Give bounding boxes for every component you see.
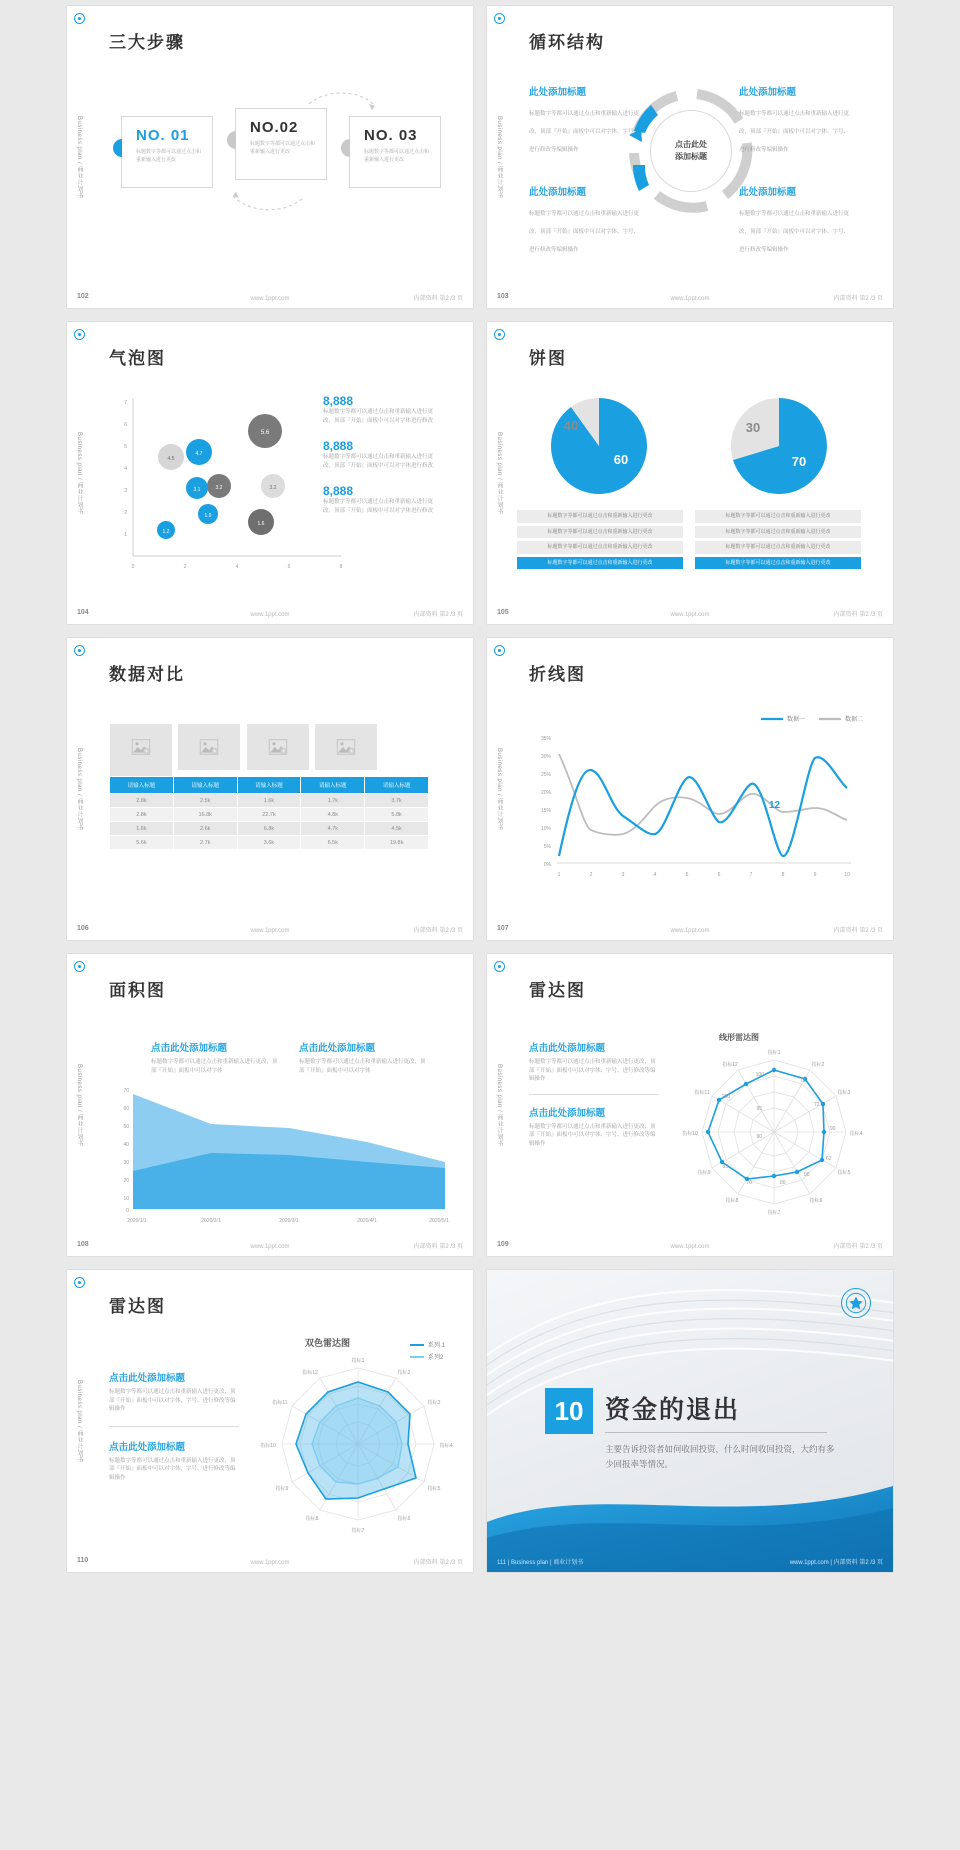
svg-text:8: 8 (339, 564, 343, 570)
svg-text:30: 30 (745, 420, 761, 435)
side-label: Business plan / 商业计划书 (496, 748, 502, 831)
image-placeholder[interactable] (110, 724, 172, 770)
step-desc: 标题数字等都可以通过点击和重新输入进行更改 (136, 149, 202, 163)
svg-text:30%: 30% (540, 754, 551, 760)
svg-text:10%: 10% (540, 826, 551, 832)
image-placeholder[interactable] (247, 724, 309, 770)
svg-text:3.1: 3.1 (193, 487, 201, 493)
footer-right: 内部资料 第2 /3 页 (833, 296, 883, 302)
cell: 6.5k (301, 836, 365, 850)
side-label: Business plan / 商业计划书 (76, 748, 82, 831)
footer-url: www.1ppt.com (250, 1244, 290, 1250)
svg-text:2020/4/1: 2020/4/1 (357, 1218, 377, 1224)
svg-text:75: 75 (800, 1078, 806, 1084)
svg-text:2: 2 (183, 564, 187, 570)
area-text-1 (151, 1040, 281, 1075)
step-card-2[interactable] (235, 108, 327, 180)
cycle-center-line2: 添加标题 (675, 152, 707, 161)
cover-title: 资金的退出 (605, 1396, 741, 1424)
footer-url: www.1ppt.com (670, 1244, 710, 1250)
svg-text:指标1: 指标1 (351, 1358, 365, 1364)
cell: 1.6k (110, 822, 174, 836)
svg-text:指标3: 指标3 (427, 1400, 441, 1406)
legend-entry-2[interactable] (819, 714, 863, 723)
svg-text:指标7: 指标7 (351, 1528, 365, 1534)
legend-item[interactable]: 标题数字等都可以通过点击和重新输入进行更改 (695, 541, 861, 554)
legend-swatch-icon (761, 716, 783, 722)
block-body: 标题数字等都可以通过点击和重新输入进行更改，顶部『开始』面板中可以对字体、字号、进行修改等编辑操作 (739, 211, 850, 253)
table-row (110, 836, 429, 850)
legend-label: 数据二 (844, 717, 863, 723)
footer-right: www.1ppt.com | 内部资料 第2 /3 页 (789, 1560, 883, 1566)
svg-text:5: 5 (124, 444, 127, 450)
block-body: 标题数字等都可以通过点击和重新输入进行更改，顶部『开始』面板中可以对字体 (151, 1059, 278, 1074)
svg-text:0: 0 (126, 1208, 129, 1214)
footer-right: 内部资料 第2 /3 页 (413, 928, 463, 934)
cycle-center-label[interactable] (650, 110, 732, 192)
pie-right (699, 392, 859, 502)
cycle-center-line1: 点击此处 (675, 140, 707, 149)
page-title: 三大步骤 (109, 33, 185, 52)
legend-entry-1[interactable] (761, 714, 805, 723)
corner-dot-icon (74, 13, 85, 24)
slide-103 (487, 6, 893, 308)
page-title: 雷达图 (109, 1297, 166, 1316)
svg-text:3: 3 (124, 488, 127, 494)
svg-text:2020/1/1: 2020/1/1 (127, 1218, 147, 1224)
page-number: 106 (77, 925, 89, 932)
footer-right: 内部资料 第2 /3 页 (413, 1560, 463, 1566)
page-title: 数据对比 (109, 665, 185, 684)
column-header: 请输入标题 (237, 777, 301, 794)
svg-text:72: 72 (814, 1102, 820, 1108)
footer-right: 内部资料 第2 /3 页 (413, 296, 463, 302)
bubble-stats (323, 394, 443, 515)
svg-text:指标8: 指标8 (725, 1198, 739, 1204)
cell: 16.8k (173, 808, 237, 822)
radar-chart-title: 线形雷达图 (719, 1033, 759, 1042)
svg-text:6: 6 (124, 422, 127, 428)
svg-text:指标5: 指标5 (427, 1486, 441, 1492)
corner-dot-icon (494, 961, 505, 972)
side-label: Business plan / 商业计划书 (496, 432, 502, 515)
block-body: 标题数字等都可以通过点击和重新输入进行更改，顶部『开始』面板中可以对字体、字号、进行修改等编辑操作 (109, 1457, 236, 1481)
corner-dot-icon (74, 961, 85, 972)
corner-dot-icon (74, 1277, 85, 1288)
svg-text:6: 6 (717, 872, 721, 878)
table-row (110, 822, 429, 836)
column-header: 请输入标题 (173, 777, 237, 794)
page-title: 面积图 (109, 981, 166, 1000)
svg-text:0%: 0% (543, 862, 551, 868)
slide-111 (487, 1270, 893, 1572)
svg-text:25%: 25% (540, 772, 551, 778)
slide-footer (487, 1557, 893, 1566)
cell: 3.6k (237, 836, 301, 850)
svg-text:4: 4 (235, 564, 239, 570)
svg-text:90: 90 (756, 1134, 762, 1140)
svg-text:10: 10 (123, 1196, 129, 1202)
page-number: 110 (77, 1557, 89, 1564)
page-title: 气泡图 (109, 349, 166, 368)
page-number: 103 (497, 293, 509, 300)
svg-text:2: 2 (589, 872, 593, 878)
cycle-text-bottom-left (529, 184, 641, 256)
svg-text:70: 70 (791, 454, 807, 469)
block-heading: 此处添加标题 (739, 187, 797, 198)
svg-text:4: 4 (124, 466, 127, 472)
side-label: Business plan / 商业计划书 (76, 116, 82, 199)
stat-desc: 标题数字等都可以通过点击和重新输入进行更改，顶部『开始』面板中可以对字体进行修改 (323, 409, 434, 424)
corner-dot-icon (74, 645, 85, 656)
svg-text:1: 1 (557, 872, 561, 878)
line-series-1 (559, 757, 847, 856)
step-desc: 标题数字等都可以通过点击和重新输入进行更改 (364, 149, 430, 163)
line-chart (525, 730, 865, 900)
pie-left-legend (517, 510, 683, 572)
stat-value: 8,888 (323, 394, 354, 408)
cell: 1.6k (237, 794, 301, 808)
page-title: 循环结构 (529, 33, 605, 52)
legend-item[interactable]: 标题数字等都可以通过点击和重新输入进行更改 (517, 510, 683, 523)
slide-102 (67, 6, 473, 308)
page-number: 102 (77, 293, 89, 300)
svg-text:1.6: 1.6 (257, 521, 265, 527)
column-header: 请输入标题 (365, 777, 429, 794)
step-desc: 标题数字等都可以通过点击和重新输入进行更改 (250, 141, 316, 155)
svg-text:7: 7 (749, 872, 753, 878)
svg-text:2: 2 (124, 510, 127, 516)
svg-text:5: 5 (685, 872, 689, 878)
cell: 2.6k (173, 822, 237, 836)
cell: 22.7k (237, 808, 301, 822)
legend-label: 数据一 (786, 717, 805, 723)
svg-text:3.2: 3.2 (269, 485, 277, 491)
svg-text:指标4: 指标4 (849, 1131, 863, 1137)
svg-text:40: 40 (563, 418, 579, 433)
side-label: Business plan / 商业计划书 (76, 1064, 82, 1147)
svg-text:60: 60 (613, 452, 629, 467)
svg-text:62: 62 (826, 1156, 832, 1162)
svg-text:10: 10 (844, 872, 850, 878)
svg-text:指标2: 指标2 (811, 1062, 825, 1068)
legend-item[interactable]: 标题数字等都可以通过点击和重新输入进行更改 (695, 526, 861, 539)
column-header: 请输入标题 (110, 777, 174, 794)
block-body: 标题数字等都可以通过点击和重新输入进行更改，顶部『开始』面板中可以对字体、字号、进行修改等编辑操作 (529, 1059, 656, 1083)
corner-dot-icon (494, 329, 505, 340)
cell: 5.8k (365, 808, 429, 822)
block-heading: 点击此处添加标题 (529, 1043, 606, 1054)
svg-text:50: 50 (123, 1124, 129, 1130)
footer-url: www.1ppt.com (250, 612, 290, 618)
svg-text:指标12: 指标12 (302, 1370, 318, 1376)
svg-text:指标10: 指标10 (682, 1131, 698, 1137)
data-comparison-table (109, 776, 429, 850)
side-label: Business plan / 商业计划书 (76, 432, 82, 515)
svg-text:指标6: 指标6 (397, 1516, 411, 1522)
cell: 4.8k (301, 808, 365, 822)
footer-url: www.1ppt.com (670, 296, 710, 302)
footer-left: 111 | Business plan | 商业计划书 (497, 1560, 584, 1566)
svg-text:90: 90 (804, 1172, 810, 1178)
cell: 2.8k (110, 794, 174, 808)
table-row (110, 808, 429, 822)
svg-text:5%: 5% (543, 844, 551, 850)
svg-text:6: 6 (287, 564, 291, 570)
stat-desc: 标题数字等都可以通过点击和重新输入进行更改，顶部『开始』面板中可以对字体进行修改 (323, 454, 434, 469)
slide-109 (487, 954, 893, 1256)
svg-text:指标9: 指标9 (697, 1170, 711, 1176)
divider (109, 1426, 239, 1427)
steps-group (113, 98, 433, 208)
step-card-1[interactable] (121, 116, 213, 188)
legend-item[interactable]: 标题数字等都可以通过点击和重新输入进行更改 (695, 510, 861, 523)
legend-item[interactable]: 标题数字等都可以通过点击和重新输入进行更改 (517, 526, 683, 539)
svg-text:9: 9 (813, 872, 817, 878)
radar-text-1 (529, 1040, 659, 1148)
line-chart-legend (761, 714, 863, 723)
svg-text:80: 80 (780, 1180, 786, 1186)
block-body: 标题数字等都可以通过点击和重新输入进行更改，顶部『开始』面板中可以对字体、字号、进行修改等编辑操作 (739, 111, 850, 153)
page-number: 109 (497, 1241, 509, 1248)
footer-right: 内部资料 第2 /3 页 (413, 1244, 463, 1250)
svg-text:指标11: 指标11 (272, 1400, 288, 1406)
slide-105 (487, 322, 893, 624)
svg-text:3.2: 3.2 (215, 485, 223, 491)
svg-text:90: 90 (830, 1126, 836, 1132)
table-row (110, 794, 429, 808)
svg-text:指标7: 指标7 (767, 1210, 781, 1216)
stat-item-2 (323, 439, 443, 470)
pie-left (519, 392, 679, 502)
cell: 4.7k (301, 822, 365, 836)
svg-text:5.6: 5.6 (260, 430, 270, 436)
block-heading: 此处添加标题 (529, 187, 587, 198)
svg-text:指标11: 指标11 (694, 1090, 710, 1096)
svg-text:指标2: 指标2 (397, 1370, 411, 1376)
footer-right: 内部资料 第2 /3 页 (413, 612, 463, 618)
footer-right: 内部资料 第2 /3 页 (833, 928, 883, 934)
footer-right: 内部资料 第2 /3 页 (833, 612, 883, 618)
section-number: 10 (545, 1388, 593, 1434)
radar-line-chart (679, 1046, 869, 1226)
block-heading: 点击此处添加标题 (529, 1107, 606, 1119)
radar-dual-chart (253, 1352, 463, 1542)
cell: 5.6k (110, 836, 174, 850)
column-header: 请输入标题 (301, 777, 365, 794)
svg-text:4.7: 4.7 (195, 451, 203, 457)
page-number: 105 (497, 609, 509, 616)
radar-series-1 (708, 1070, 824, 1179)
svg-text:2020/5/1: 2020/5/1 (429, 1218, 449, 1224)
slide-106 (67, 638, 473, 940)
svg-text:30: 30 (123, 1160, 129, 1166)
svg-text:35%: 35% (540, 736, 551, 742)
line-annotation: 12 (769, 800, 781, 811)
footer-url: www.1ppt.com (670, 612, 710, 618)
step-card-3[interactable] (349, 116, 441, 188)
side-label: Business plan / 商业计划书 (76, 1380, 82, 1463)
block-heading: 点击此处添加标题 (299, 1043, 376, 1054)
legend-item-selected[interactable]: 标题数字等都可以通过点击和重新输入进行更改 (695, 557, 861, 570)
svg-text:20%: 20% (540, 790, 551, 796)
block-body: 标题数字等都可以通过点击和重新输入进行更改，顶部『开始』面板中可以对字体、字号、进行修改等编辑操作 (529, 211, 640, 253)
cycle-text-top-right (739, 84, 851, 156)
stat-desc: 标题数字等都可以通过点击和重新输入进行更改，顶部『开始』面板中可以对字体进行修改 (323, 499, 434, 514)
footer-url: www.1ppt.com (250, 928, 290, 934)
block-body: 标题数字等都可以通过点击和重新输入进行更改，顶部『开始』面板中可以对字体 (299, 1059, 426, 1074)
cycle-text-top-left (529, 84, 641, 156)
corner-dot-icon (494, 645, 505, 656)
svg-text:指标5: 指标5 (837, 1170, 851, 1176)
svg-text:指标8: 指标8 (305, 1516, 319, 1522)
side-label: Business plan / 商业计划书 (496, 1064, 502, 1147)
svg-text:指标1: 指标1 (767, 1050, 781, 1056)
radar-text-1 (109, 1370, 239, 1482)
stat-value: 8,888 (323, 484, 354, 499)
legend-item-selected[interactable]: 标题数字等都可以通过点击和重新输入进行更改 (517, 557, 683, 570)
step-number: NO.02 (250, 119, 299, 136)
legend-entry-1[interactable] (410, 1340, 445, 1349)
cell: 19.8k (365, 836, 429, 850)
legend-item[interactable]: 标题数字等都可以通过点击和重新输入进行更改 (517, 541, 683, 554)
footer-url: www.1ppt.com (250, 1560, 290, 1566)
page-number: 108 (77, 1241, 89, 1248)
svg-text:指标6: 指标6 (809, 1198, 823, 1204)
divider (529, 1094, 659, 1095)
cell: 6.8k (237, 822, 301, 836)
svg-text:指标3: 指标3 (837, 1090, 851, 1096)
svg-text:指标9: 指标9 (275, 1486, 289, 1492)
divider (605, 1432, 827, 1433)
svg-text:7: 7 (124, 400, 127, 406)
block-heading: 此处添加标题 (739, 87, 797, 98)
block-heading: 点击此处添加标题 (109, 1441, 186, 1453)
footer-right: 内部资料 第2 /3 页 (833, 1244, 883, 1250)
svg-text:1.2: 1.2 (162, 529, 170, 535)
slide-104 (67, 322, 473, 624)
image-placeholder[interactable] (178, 724, 240, 770)
block-body: 标题数字等都可以通过点击和重新输入进行更改，顶部『开始』面板中可以对字体、字号、进行修改等编辑操作 (529, 111, 640, 153)
image-placeholder[interactable] (315, 724, 377, 770)
page-number: 107 (497, 925, 509, 932)
legend-swatch-icon (410, 1342, 424, 1348)
cell: 4.5k (365, 822, 429, 836)
svg-text:1: 1 (124, 532, 127, 538)
block-heading: 点击此处添加标题 (151, 1043, 228, 1054)
step-number: NO. 01 (136, 127, 190, 144)
block-heading: 点击此处添加标题 (109, 1373, 186, 1384)
svg-text:4.5: 4.5 (167, 456, 175, 462)
page-title: 折线图 (529, 665, 586, 684)
block-heading: 此处添加标题 (529, 87, 587, 98)
svg-text:指标10: 指标10 (260, 1443, 276, 1449)
svg-text:3: 3 (621, 872, 625, 878)
cell: 2.8k (110, 808, 174, 822)
logo-seal-icon (841, 1288, 871, 1318)
svg-text:指标4: 指标4 (439, 1443, 453, 1449)
slide-grid (0, 6, 960, 1572)
cell: 3.7k (365, 794, 429, 808)
page-title: 雷达图 (529, 981, 586, 1000)
svg-text:2020/2/1: 2020/2/1 (201, 1218, 221, 1224)
page-number: 104 (77, 609, 89, 616)
corner-dot-icon (494, 13, 505, 24)
svg-text:100: 100 (721, 1094, 730, 1100)
area-text-2 (299, 1040, 429, 1075)
side-label: Business plan / 商业计划书 (496, 116, 502, 199)
svg-text:70: 70 (123, 1088, 129, 1094)
cell: 2.5k (173, 794, 237, 808)
svg-text:0: 0 (131, 564, 135, 570)
svg-text:指标12: 指标12 (722, 1062, 738, 1068)
slide-107 (487, 638, 893, 940)
footer-url: www.1ppt.com (250, 296, 290, 302)
block-body: 标题数字等都可以通过点击和重新输入进行更改，顶部『开始』面板中可以对字体、字号、进行修改等编辑操作 (109, 1389, 236, 1413)
table-header-row (110, 777, 429, 794)
svg-text:60: 60 (123, 1106, 129, 1112)
svg-text:40: 40 (123, 1142, 129, 1148)
slide-110 (67, 1270, 473, 1572)
svg-text:8: 8 (781, 872, 785, 878)
svg-text:15%: 15% (540, 808, 551, 814)
svg-text:100: 100 (755, 1072, 764, 1078)
cell: 2.7k (173, 836, 237, 850)
legend-label: 系列2 (427, 1355, 444, 1361)
svg-text:95: 95 (756, 1106, 762, 1112)
svg-text:70: 70 (746, 1180, 752, 1186)
stat-item-3 (323, 484, 443, 515)
svg-text:2020/3/1: 2020/3/1 (279, 1218, 299, 1224)
svg-text:20: 20 (123, 1178, 129, 1184)
step-number: NO. 03 (364, 127, 418, 144)
area-chart (103, 1080, 455, 1236)
svg-text:4: 4 (653, 872, 657, 878)
corner-dot-icon (74, 329, 85, 340)
stat-item-1 (323, 394, 443, 425)
cell: 1.7k (301, 794, 365, 808)
bubble-series (157, 414, 285, 539)
footer-url: www.1ppt.com (670, 928, 710, 934)
legend-label: 系列 1 (427, 1343, 445, 1349)
svg-text:1.9: 1.9 (204, 513, 212, 519)
page-title: 饼图 (529, 349, 567, 368)
block-body: 标题数字等都可以通过点击和重新输入进行更改，顶部『开始』面板中可以对字体、字号、进行修改等编辑操作 (529, 1123, 656, 1147)
svg-text:83: 83 (722, 1164, 728, 1170)
radar-chart-title: 双色雷达图 (305, 1338, 351, 1348)
legend-swatch-icon (819, 716, 841, 722)
cover-description: 主要告诉投资者如何收回投资，什么时间收回投资，大约有多少回报率等情况。 (605, 1444, 835, 1470)
pie-right-legend (695, 510, 861, 572)
stat-value: 8,888 (323, 439, 354, 454)
cycle-text-bottom-right (739, 184, 851, 256)
slide-108 (67, 954, 473, 1256)
